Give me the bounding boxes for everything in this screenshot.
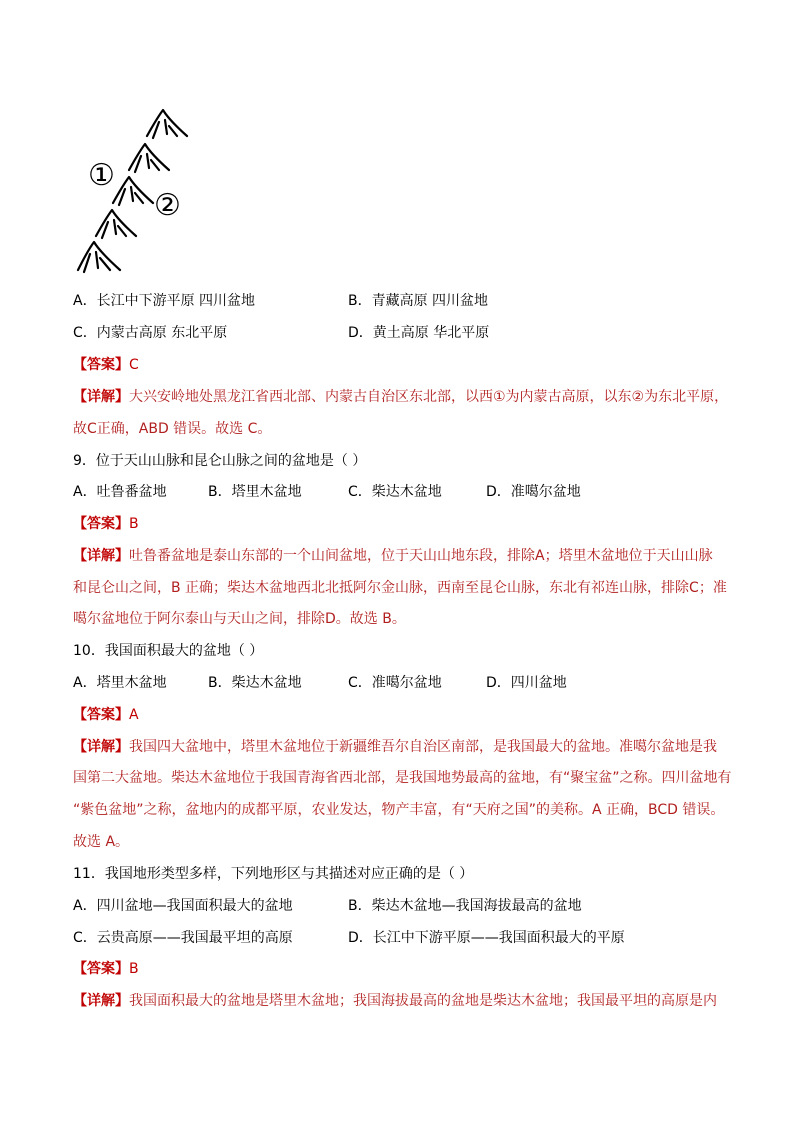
- q9-answer: [73, 514, 139, 534]
- q11-stem: 11．我国地形类型多样，下列地形区与其描述对应正确的是（ ）: [73, 866, 474, 882]
- q9-option-d: D．准噶尔盆地: [486, 484, 581, 500]
- detail-tag: 【详解】: [73, 548, 129, 564]
- q8-option-b: B．青藏高原 四川盆地: [348, 293, 489, 309]
- q8-detail-line-1: [73, 387, 728, 407]
- q9-detail-line-1: [73, 546, 713, 566]
- q10-detail-line-4: 故选 A。: [73, 834, 130, 850]
- q10-option-b: B．柴达木盆地: [208, 675, 302, 691]
- detail-text: 吐鲁番盆地是泰山东部的一个山间盆地，位于天山山地东段，排除A；塔里木盆地位于天山山脉: [129, 548, 713, 564]
- q10-detail-line-2: 国第二大盆地。柴达木盆地位于我国青海省西北部，是我国地势最高的盆地，有“聚宝盆”之称。四川盆地有: [73, 770, 732, 786]
- detail-text: 我国面积最大的盆地是塔里木盆地；我国海拔最高的盆地是柴达木盆地；我国最平坦的高原是内: [129, 993, 717, 1009]
- answer-tag: 【答案】: [73, 516, 129, 532]
- q9-option-b: B．塔里木盆地: [208, 484, 302, 500]
- detail-text: 我国四大盆地中，塔里木盆地位于新疆维吾尔自治区南部，是我国最大的盆地。准噶尔盆地是我: [129, 739, 717, 755]
- q10-stem: 10．我国面积最大的盆地（ ）: [73, 643, 264, 659]
- q11-option-b: B．柴达木盆地—我国海拔最高的盆地: [348, 898, 582, 914]
- q8-option-d: D．黄土高原 华北平原: [348, 325, 490, 341]
- q9-stem: 9．位于天山山脉和昆仑山脉之间的盆地是（ ）: [73, 453, 367, 469]
- mountain-peak-4: [96, 210, 136, 238]
- q10-option-d: D．四川盆地: [486, 675, 567, 691]
- mountain-peak-5: [78, 242, 120, 272]
- q9-detail-line-3: 噶尔盆地位于阿尔泰山与天山之间，排除D。故选 B。: [73, 611, 406, 627]
- q11-detail-line-1: [73, 991, 717, 1011]
- q8-option-c: C．内蒙古高原 东北平原: [73, 325, 228, 341]
- detail-tag: 【详解】: [73, 993, 129, 1009]
- q10-detail-line-1: [73, 737, 717, 757]
- answer-tag: 【答案】: [73, 961, 129, 977]
- q9-option-a: A．吐鲁番盆地: [73, 484, 167, 500]
- answer-value: B: [129, 961, 139, 977]
- q11-option-a: A．四川盆地—我国面积最大的盆地: [73, 898, 293, 914]
- mountain-range-figure: [70, 100, 210, 280]
- q9-option-c: C．柴达木盆地: [348, 484, 442, 500]
- q11-option-c: C．云贵高原——我国最平坦的高原: [73, 930, 293, 946]
- answer-tag: 【答案】: [73, 707, 129, 723]
- q11-answer: [73, 959, 139, 979]
- q8-answer: [73, 355, 139, 375]
- detail-tag: 【详解】: [73, 389, 129, 405]
- answer-value: A: [129, 707, 139, 723]
- detail-tag: 【详解】: [73, 739, 129, 755]
- q10-option-a: A．塔里木盆地: [73, 675, 167, 691]
- mountain-peak-3: [113, 177, 153, 205]
- detail-text: 大兴安岭地处黑龙江省西北部、内蒙古自治区东北部，以西①为内蒙古高原，以东②为东北平原，: [129, 389, 729, 405]
- q10-answer: [73, 705, 139, 725]
- answer-tag: 【答案】: [73, 357, 129, 373]
- mountain-peak-2: [129, 144, 169, 172]
- mountain-peak-1: [147, 110, 187, 138]
- region-label-2: ②: [154, 188, 181, 223]
- q10-option-c: C．准噶尔盆地: [348, 675, 442, 691]
- q11-option-d: D．长江中下游平原——我国面积最大的平原: [348, 930, 625, 946]
- region-label-1: ①: [88, 158, 115, 193]
- q8-option-a: A．长江中下游平原 四川盆地: [73, 293, 256, 309]
- answer-value: B: [129, 516, 139, 532]
- q8-detail-line-2: 故C正确，ABD 错误。故选 C。: [73, 421, 272, 437]
- q10-detail-line-3: “紫色盆地”之称，盆地内的成都平原，农业发达，物产丰富，有“天府之国”的美称。A 正确，BCD 错误。: [73, 802, 725, 818]
- answer-value: C: [129, 357, 139, 373]
- q9-detail-line-2: 和昆仑山之间，B 正确；柴达木盆地西北北抵阿尔金山脉，西南至昆仑山脉，东北有祁连山脉，排除C；准: [73, 580, 727, 596]
